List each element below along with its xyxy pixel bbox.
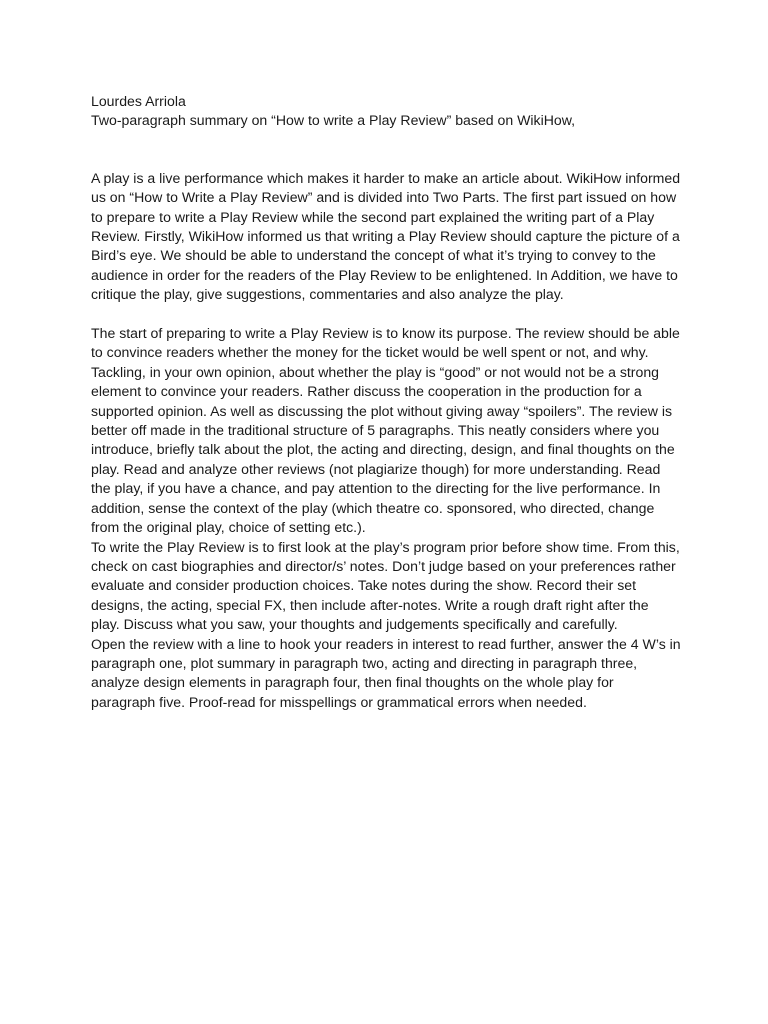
paragraph-intro: A play is a live performance which makes it harder to make an article about. WikiHow informed us on “How to Write a Play Review” and is divided into Two Parts. The first part issued on how to prepare to write a Play Review while the second part explained the writing part of a Play Review. Firstly, WikiHow informed us that writing a Play Review should capture the picture of a Bird’s eye. We should be able to understand the concept of what it’s trying to convey to the audience in order for the readers of the Play Review to be enlightened. In Addition, we have to critique the play, give suggestions, commentaries and also analyze the play. [91,169,681,303]
paragraph-preparing: The start of preparing to write a Play Review is to know its purpose. The review should be able to convince readers whether the money for the ticket would be well spent or not, and why. Tackling, in your own opinion, about whether the play is “good” or not would not be a strong element to convince your readers. Rather discuss the cooperation in the production for a supported opinion. As well as discussing the plot without giving away “spoilers”. The review is better off made in the traditional structure of 5 paragraphs. This neatly considers where you introduce, briefly talk about the plot, the acting and directing, design, and final thoughts on the play. Read and analyze other reviews (not plagiarize though) for more understanding. Read the play, if you have a chance, and pay attention to the directing for the live performance. In addition, sense the context of the play (which theatre co. sponsored, who directed, change from the original play, choice of setting etc.). [91,325,680,536]
document-body [91,92,681,712]
paragraph-writing: To write the Play Review is to first look at the play’s program prior before show time. From this, check on cast biographies and director/s’ notes. Don’t judge based on your preferences rather evaluate and consider production choices. Take notes during the show. Record their set designs, the acting, special FX, then include after-notes. Write a rough draft right after the play. Discuss what you saw, your thoughts and judgements specifically and carefully. [91,538,680,633]
author-name: Lourdes Arriola [91,93,186,109]
header-spacer [91,131,681,169]
paragraph-gap [91,305,681,324]
paragraph-structure: Open the review with a line to hook your readers in interest to read further, answer the 4 W’s in paragraph one, plot summary in paragraph two, acting and directing in paragraph three, analyze design elements in paragraph four, then final thoughts on the whole play for paragraph five. Proof-read for misspellings or grammatical errors when needed. [91,635,681,710]
document-subtitle: Two-paragraph summary on “How to write a Play Review” based on WikiHow, [91,112,576,129]
